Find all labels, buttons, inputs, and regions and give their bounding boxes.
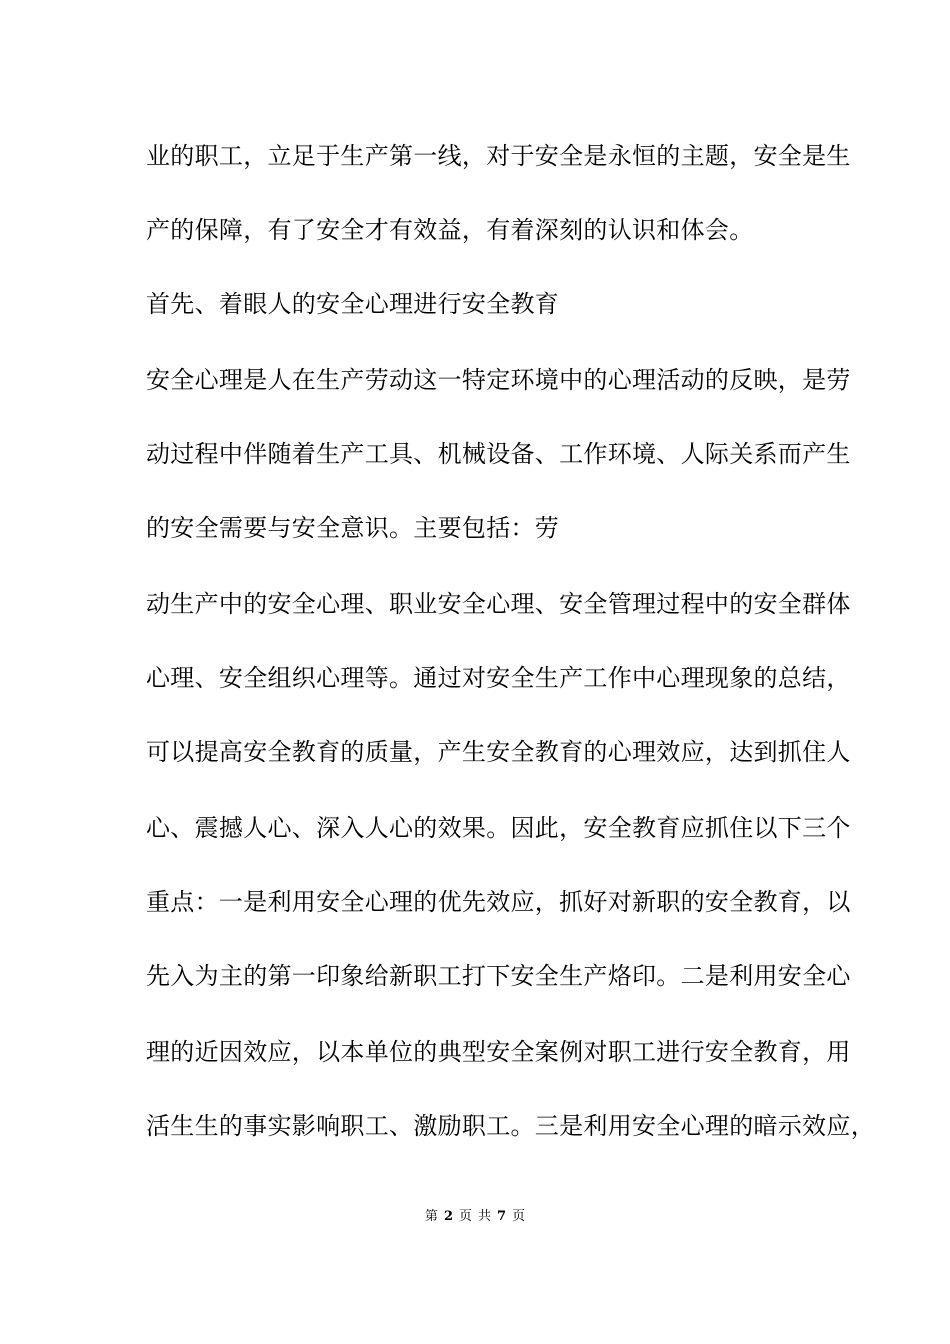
footer-total-word: 共 [478, 1209, 492, 1224]
body-line: 可以提高安全教育的质量，产生安全教育的心理效应，达到抓住人 [146, 738, 851, 766]
footer-page-word: 页 [458, 1209, 472, 1224]
body-line: 动过程中伴随着生产工具、机械设备、工作环境、人际关系而产生 [146, 440, 851, 468]
body-line: 安全心理是人在生产劳动这一特定环境中的心理活动的反映，是劳 [146, 366, 851, 394]
body-line: 先入为主的第一印象给新职工打下安全生产烙印。二是利用安全心 [146, 962, 851, 990]
body-line: 产的保障，有了安全才有效益，有着深刻的认识和体会。 [146, 216, 754, 244]
page-footer [0, 1208, 950, 1226]
body-line: 心理、安全组织心理等。通过对安全生产工作中心理现象的总结， [146, 664, 851, 692]
body-line: 活生生的事实影响职工、激励职工。三是利用安全心理的暗示效应， [146, 1112, 875, 1140]
section-heading: 首先、着眼人的安全心理进行安全教育 [146, 290, 560, 318]
footer-prefix: 第 [424, 1209, 438, 1224]
body-line: 心、震撼人心、深入人心的效果。因此，安全教育应抓住以下三个 [146, 814, 851, 842]
total-page-count: 7 [497, 1209, 507, 1224]
body-line: 重点：一是利用安全心理的优先效应，抓好对新职的安全教育，以 [146, 888, 851, 916]
body-line: 动生产中的安全心理、职业安全心理、安全管理过程中的安全群体 [146, 590, 851, 618]
current-page-number: 2 [443, 1209, 453, 1224]
footer-suffix: 页 [512, 1209, 526, 1224]
body-line: 的安全需要与安全意识。主要包括：劳 [146, 514, 560, 542]
body-line: 业的职工，立足于生产第一线，对于安全是永恒的主题，安全是生 [146, 142, 851, 170]
body-line: 理的近因效应，以本单位的典型安全案例对职工进行安全教育，用 [146, 1038, 851, 1066]
